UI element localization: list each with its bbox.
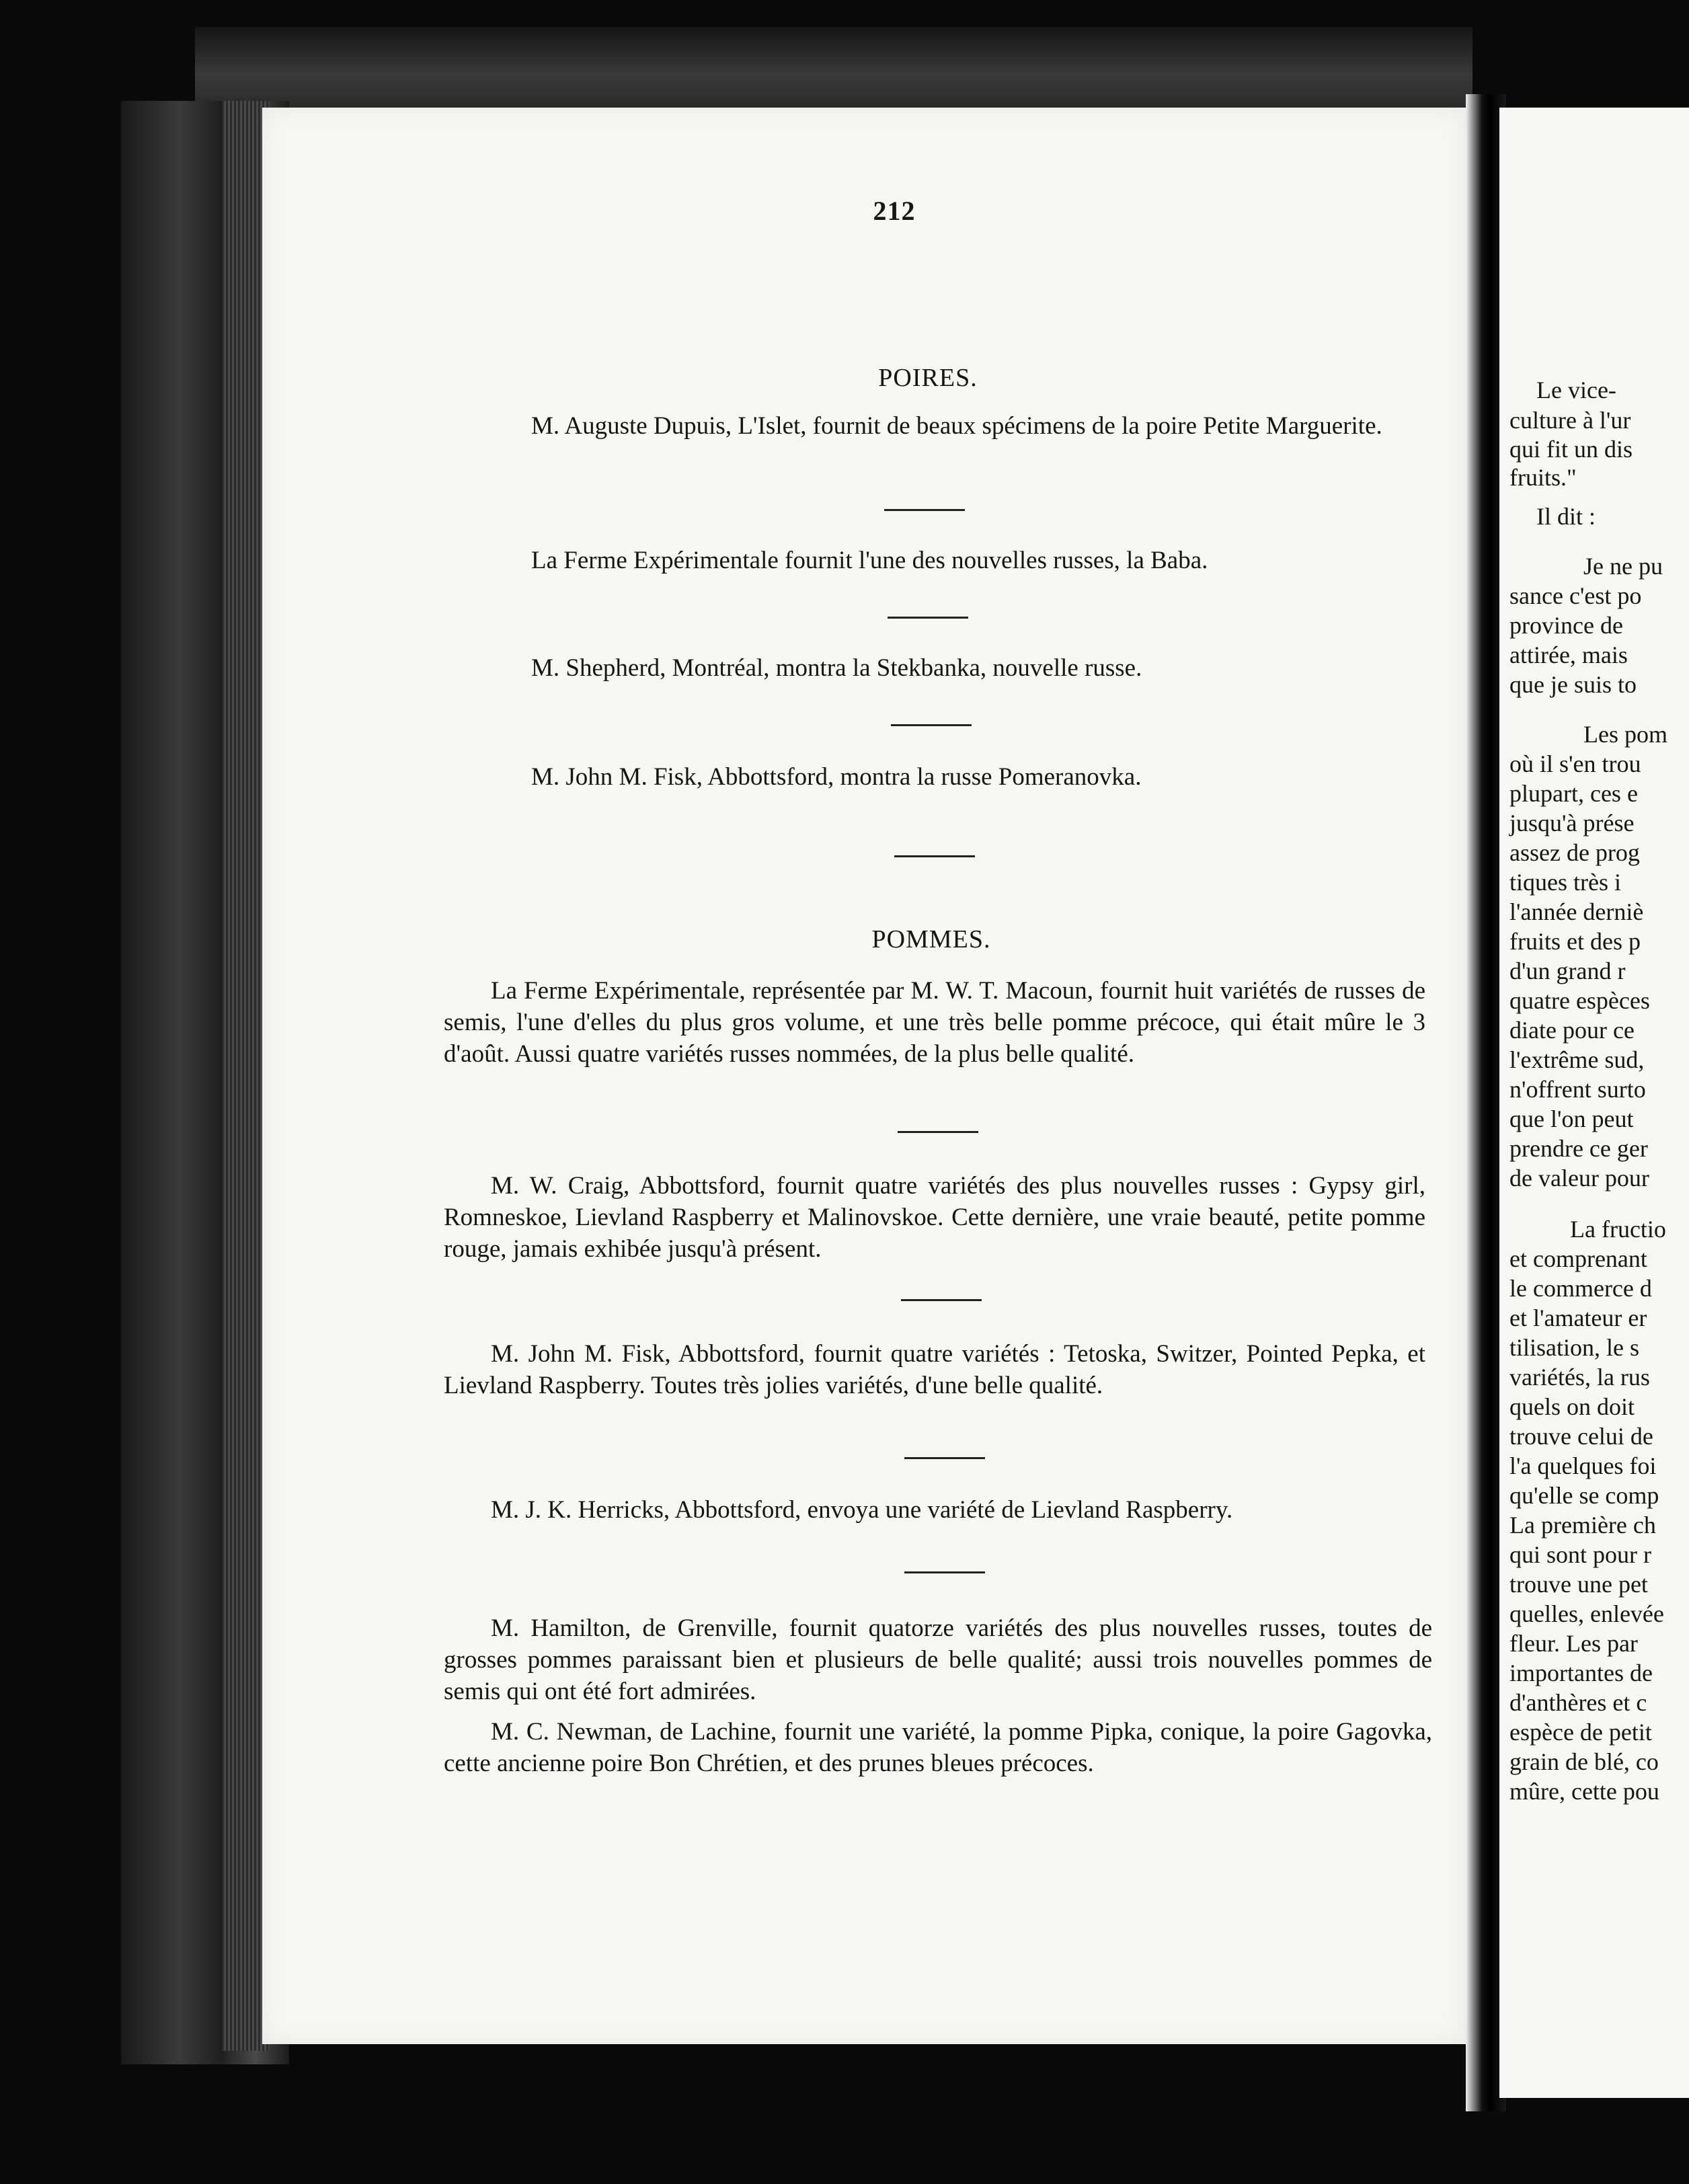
entry-text: M. Auguste Dupuis, L'Islet, fournit de beaux spécimens de la poire Petite Marguerite.: [531, 412, 1382, 440]
section-heading-poires: POIRES.: [878, 364, 978, 392]
separator-rule: [894, 855, 975, 857]
right-page-line: jusqu'à prése: [1509, 810, 1635, 836]
right-page-line: qu'elle se comp: [1509, 1482, 1659, 1509]
entry-poires-4: [484, 761, 1425, 793]
right-page-line: d'un grand r: [1509, 958, 1626, 984]
right-page-line: d'anthères et c: [1509, 1689, 1647, 1716]
entry-pommes-4: [444, 1494, 1432, 1526]
right-page-line: province de: [1509, 612, 1623, 639]
right-page-line: Il dit :: [1536, 503, 1596, 530]
right-page-line: l'extrême sud,: [1509, 1046, 1645, 1073]
right-page-line: sance c'est po: [1509, 582, 1642, 609]
entry-text: M. Hamilton, de Grenville, fournit quatorze variétés des plus nouvelles russes, toutes de grosses pommes paraissant bien et plusieurs de belle qualité; aussi trois nouvelles pommes de semis qui ont été fort admirées.: [444, 1614, 1432, 1705]
right-page-line: tiques très i: [1509, 869, 1621, 896]
right-page-line: et l'amateur er: [1509, 1304, 1647, 1331]
separator-rule: [891, 724, 972, 726]
entry-pommes-3: [444, 1338, 1425, 1401]
right-page-line: que je suis to: [1509, 671, 1637, 698]
separator-rule: [904, 1571, 985, 1573]
right-page-line: plupart, ces e: [1509, 780, 1638, 807]
right-page-line: attirée, mais: [1509, 641, 1628, 668]
separator-rule: [888, 617, 968, 619]
right-page-line: l'a quelques foi: [1509, 1452, 1657, 1479]
right-page-line: tilisation, le s: [1509, 1334, 1639, 1361]
right-page-line: qui sont pour r: [1509, 1541, 1651, 1568]
right-page-line: fruits et des p: [1509, 928, 1641, 955]
right-page-line: où il s'en trou: [1509, 750, 1641, 777]
right-page-line: Je ne pu: [1583, 553, 1663, 580]
entry-text: La Ferme Expérimentale, représentée par M. W. T. Macoun, fournit huit variétés de russes de semis, l'une d'elles du plus gros volume, et une très belle pomme précoce, qui était mûre le 3 d'août. Aussi quatre variétés russes nommées, de la plus belle qualité.: [444, 977, 1425, 1068]
book-top-edge: [195, 27, 1472, 108]
entry-text: M. J. K. Herricks, Abbottsford, envoya une variété de Lievland Raspberry.: [491, 1496, 1233, 1524]
right-page-line: trouve une pet: [1509, 1571, 1648, 1598]
right-page-line: quatre espèces: [1509, 987, 1650, 1014]
right-page-line: l'année derniè: [1509, 898, 1644, 925]
entry-text: M. John M. Fisk, Abbottsford, fournit quatre variétés : Tetoska, Switzer, Pointed Pepka, et Lievland Raspberry. Toutes très jolies variétés, d'une belle qualité.: [444, 1340, 1425, 1399]
right-page-line: diate pour ce: [1509, 1017, 1635, 1044]
right-page-line: La fructio: [1570, 1216, 1666, 1243]
right-page-line: qui fit un dis: [1509, 436, 1633, 463]
right-page-line: n'offrent surto: [1509, 1076, 1646, 1103]
separator-rule: [898, 1131, 978, 1133]
right-page-line: trouve celui de: [1509, 1423, 1653, 1450]
page-number: 212: [873, 196, 916, 226]
right-page-line: grain de blé, co: [1509, 1748, 1659, 1775]
right-page-line: quels on doit: [1509, 1393, 1635, 1420]
right-page-line: importantes de: [1509, 1660, 1653, 1686]
right-page-line: fleur. Les par: [1509, 1630, 1638, 1657]
right-page-line: culture à l'ur: [1509, 407, 1631, 434]
entry-pommes-2: [444, 1170, 1425, 1265]
entry-pommes-5: [444, 1612, 1432, 1707]
separator-rule: [884, 509, 965, 511]
entry-text: M. John M. Fisk, Abbottsford, montra la russe Pomeranovka.: [531, 763, 1142, 791]
right-page-line: variétés, la rus: [1509, 1364, 1650, 1391]
right-page-line: et comprenant: [1509, 1245, 1647, 1272]
right-page-line: Les pom: [1583, 721, 1667, 748]
right-page-line: le commerce d: [1509, 1275, 1652, 1302]
right-page-line: assez de prog: [1509, 839, 1640, 866]
right-page-line: fruits.": [1509, 464, 1577, 491]
right-page-line: de valeur pour: [1509, 1165, 1649, 1192]
entry-pommes-1: [444, 975, 1425, 1070]
entry-text: La Ferme Expérimentale fournit l'une des nouvelles russes, la Baba.: [531, 547, 1208, 574]
right-page-line: prendre ce ger: [1509, 1135, 1648, 1162]
separator-rule: [901, 1299, 982, 1301]
entry-pommes-6: [444, 1716, 1432, 1779]
entry-poires-2: [484, 545, 1425, 576]
section-heading-pommes: POMMES.: [871, 925, 991, 953]
entry-text: M. Shepherd, Montréal, montra la Stekbanka, nouvelle russe.: [531, 654, 1142, 682]
right-page-line: espèce de petit: [1509, 1719, 1652, 1746]
entry-text: M. W. Craig, Abbottsford, fournit quatre variétés des plus nouvelles russes : Gypsy girl, Romneskoe, Lievland Raspberry et Malinovskoe. Cette dernière, une vraie beauté, petite pomme rouge, jamais exhibée jusqu'à présent.: [444, 1172, 1425, 1263]
right-page-line: quelles, enlevée: [1509, 1600, 1664, 1627]
right-page-line: Le vice-: [1536, 377, 1616, 403]
entry-text: M. C. Newman, de Lachine, fournit une variété, la pomme Pipka, conique, la poire Gagovka, cette ancienne poire Bon Chrétien, et des prunes bleues précoces.: [444, 1718, 1432, 1777]
right-page-line: mûre, cette pou: [1509, 1778, 1659, 1805]
entry-poires-3: [484, 652, 1425, 684]
entry-poires-1: [484, 410, 1425, 442]
right-page-line: La première ch: [1509, 1512, 1656, 1538]
right-page-line: que l'on peut: [1509, 1105, 1634, 1132]
separator-rule: [904, 1457, 985, 1459]
